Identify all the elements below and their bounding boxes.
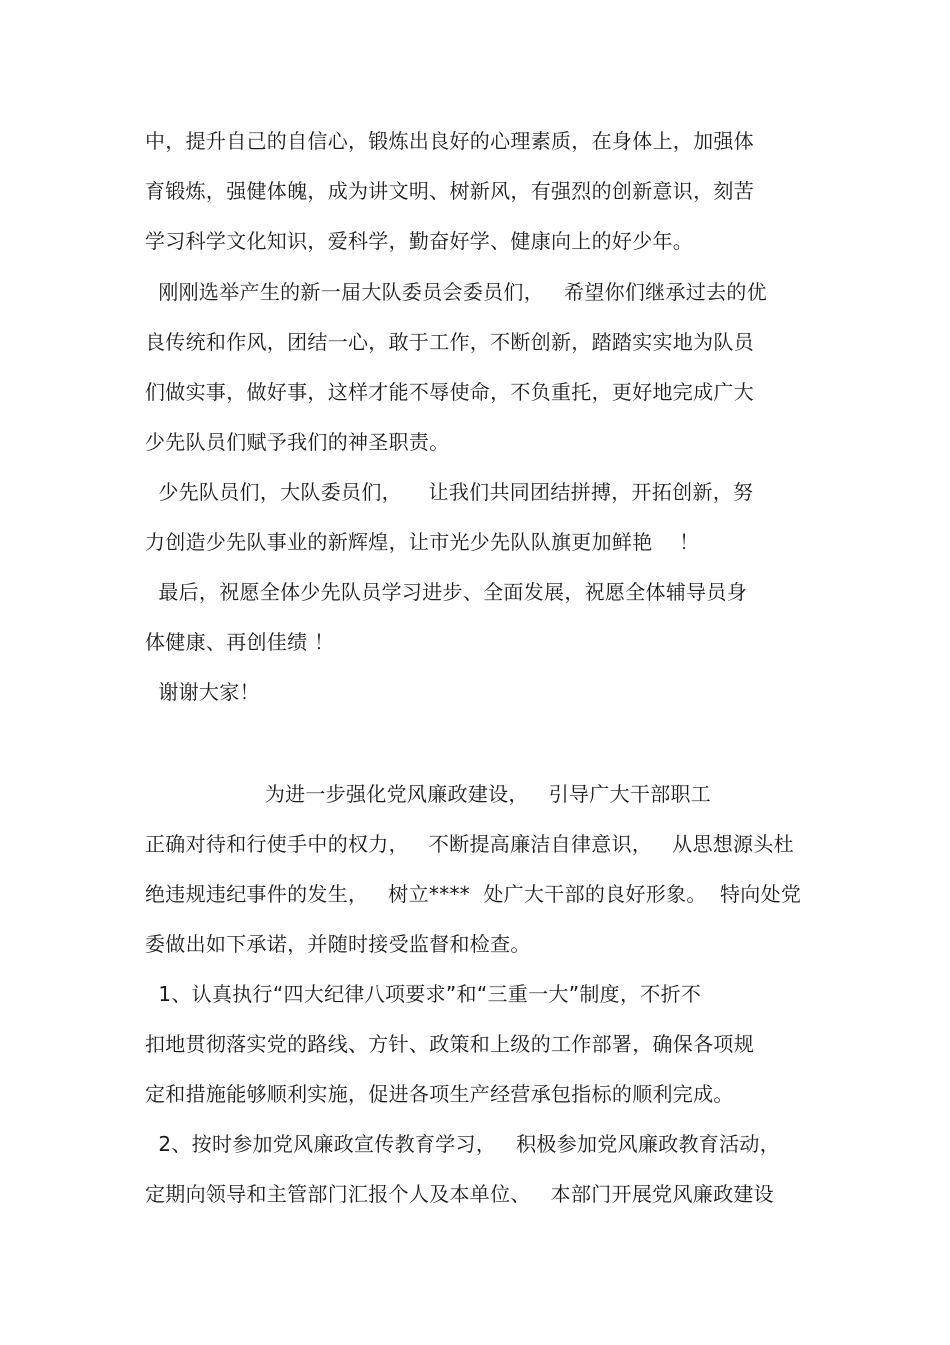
closing-line: 谢谢大家！ — [145, 680, 260, 704]
text-line: 正确对待和行使手中的权力， 不断提高廉洁自律意识， 从思想源头杜 — [145, 832, 794, 856]
text-line: 刚刚选举产生的新一届大队委员会委员们， 希望你们继承过去的优 — [145, 280, 767, 304]
text-line: 学习科学文化知识，爱科学，勤奋好学、健康向上的好少年。 — [145, 229, 694, 253]
list-item-2-line: 2、按时参加党风廉政宣传教育学习， 积极参加党风廉政教育活动， — [145, 1132, 781, 1156]
text-line: 中，提升自己的自信心，锻炼出良好的心理素质，在身体上，加强体 — [145, 129, 754, 153]
text-line: 体健康、再创佳绩 ！ — [145, 630, 335, 654]
text-line: 良传统和作风，团结一心，敢于工作，不断创新，踏踏实实地为队员 — [145, 330, 754, 354]
text-line: 委做出如下承诺，并随时接受监督和检查。 — [145, 932, 531, 956]
text-line: 少先队员们赋予我们的神圣职责。 — [145, 430, 450, 454]
text-line: 育锻炼，强健体魄，成为讲文明、树新风，有强烈的创新意识，刻苦 — [145, 179, 754, 203]
text-line: 最后，祝愿全体少先队员学习进步、全面发展，祝愿全体辅导员身 — [145, 580, 748, 604]
text-line: 定和措施能够顺利实施，促进各项生产经营承包指标的顺利完成。 — [145, 1082, 734, 1106]
text-line: 力创造少先队事业的新辉煌，让市光少先队队旗更加鲜艳 ！ — [145, 530, 700, 554]
text-line: 扣地贯彻落实党的路线、方针、政策和上级的工作部署，确保各项规 — [145, 1032, 754, 1056]
text-line: 绝违规违纪事件的发生， 树立**** 处广大干部的良好形象。 特向处党 — [145, 882, 802, 906]
text-line: 们做实事，做好事，这样才能不辱使命，不负重托，更好地完成广大 — [145, 380, 754, 404]
list-item-1-line: 1、认真执行“四大纪律八项要求”和“三重一大”制度，不折不 — [145, 982, 702, 1006]
text-line: 定期向领导和主管部门汇报个人及本单位、 本部门开展党风廉政建设 — [145, 1182, 774, 1206]
text-line: 为进一步强化党风廉政建设， 引导广大干部职工 — [145, 782, 712, 806]
text-line: 少先队员们，大队委员们， 让我们共同团结拼搏，开拓创新，努 — [145, 480, 754, 504]
